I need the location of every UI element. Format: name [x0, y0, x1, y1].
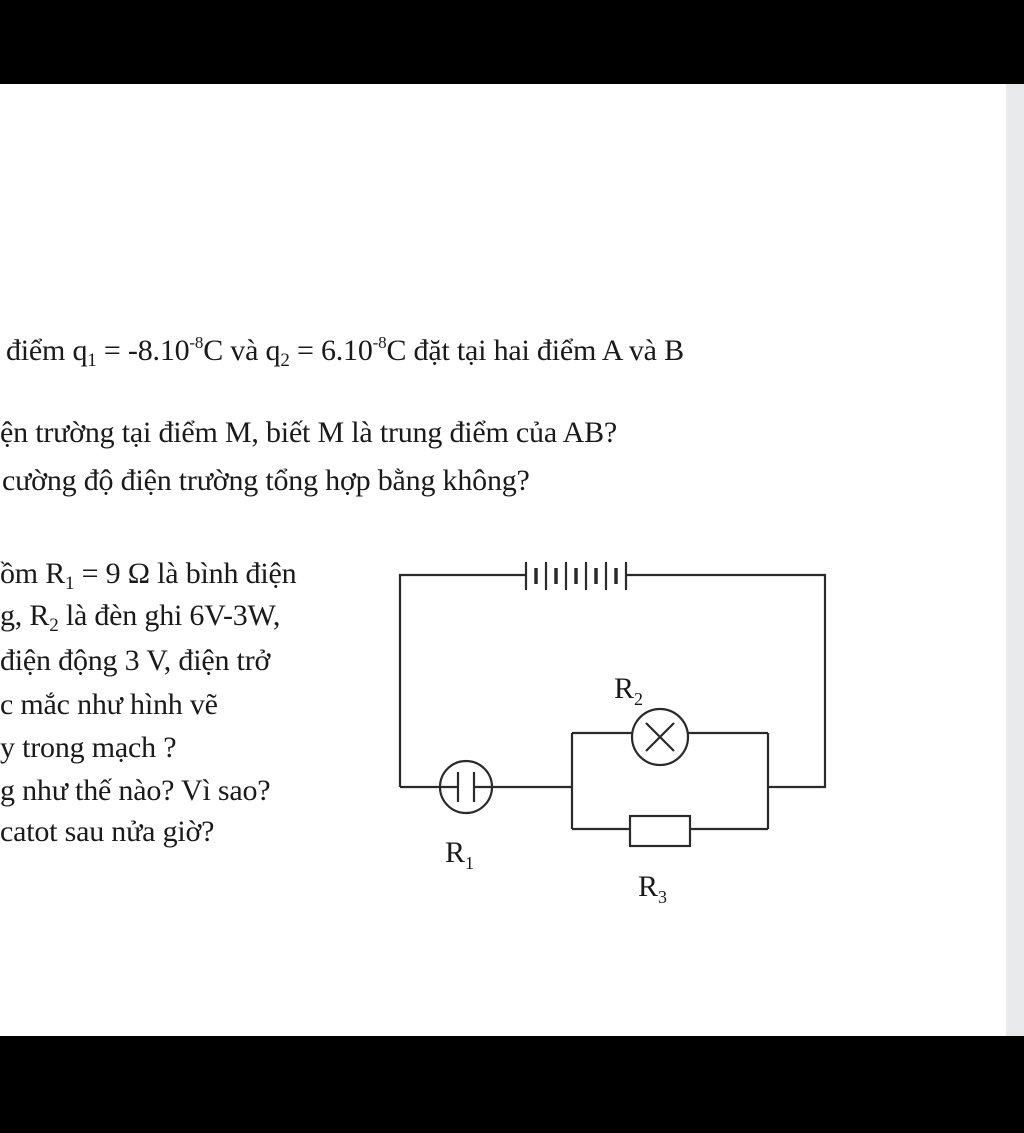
problem2-line7: catot sau nửa giờ?: [0, 815, 215, 848]
subscript: 3: [658, 887, 668, 907]
superscript: -8: [372, 333, 387, 352]
problem2-line3: điện động 3 V, điện trở: [0, 644, 271, 677]
battery-symbol: [526, 562, 626, 590]
text-run: R: [614, 672, 635, 705]
subscript: 1: [65, 573, 75, 594]
superscript: -8: [189, 333, 204, 352]
text-run: = -8.10: [96, 334, 190, 367]
wire-top-left: [400, 575, 526, 787]
text-run: điểm q: [6, 334, 88, 367]
subscript: 1: [87, 350, 97, 371]
subscript: 2: [280, 350, 290, 371]
problem2-line4: c mắc như hình vẽ: [0, 688, 218, 721]
problem2-line5: y trong mạch ?: [0, 731, 177, 764]
r3-resistor: [630, 816, 690, 846]
text-run: là đèn ghi 6V-3W,: [58, 599, 281, 632]
wire-top-right: [626, 575, 825, 787]
text-run: ồm R: [0, 557, 66, 590]
text-run: R: [445, 836, 466, 869]
text-run: = 6.10: [289, 334, 373, 367]
text-run: C đặt tại hai điểm A và B: [386, 334, 684, 367]
text-run: R: [638, 870, 659, 903]
r1-electrolytic-cell: [439, 761, 493, 813]
subscript: 2: [49, 615, 59, 636]
r2-lamp: [632, 709, 688, 765]
subscript: 1: [465, 853, 475, 873]
problem1-line3: cường độ điện trường tổng hợp bằng không?: [2, 464, 530, 497]
r1-label: [445, 838, 474, 872]
text-run: C và q: [203, 334, 281, 367]
problem2-line6: g như thế nào? Vì sao?: [0, 774, 271, 807]
r3-label: [638, 872, 667, 906]
text-run: = 9 Ω là bình điện: [74, 557, 297, 590]
problem1-line2: ện trường tại điểm M, biết M là trung điểm của AB?: [0, 416, 617, 449]
subscript: 2: [634, 689, 644, 709]
r2-label: [614, 674, 643, 708]
text-run: g, R: [0, 599, 50, 632]
